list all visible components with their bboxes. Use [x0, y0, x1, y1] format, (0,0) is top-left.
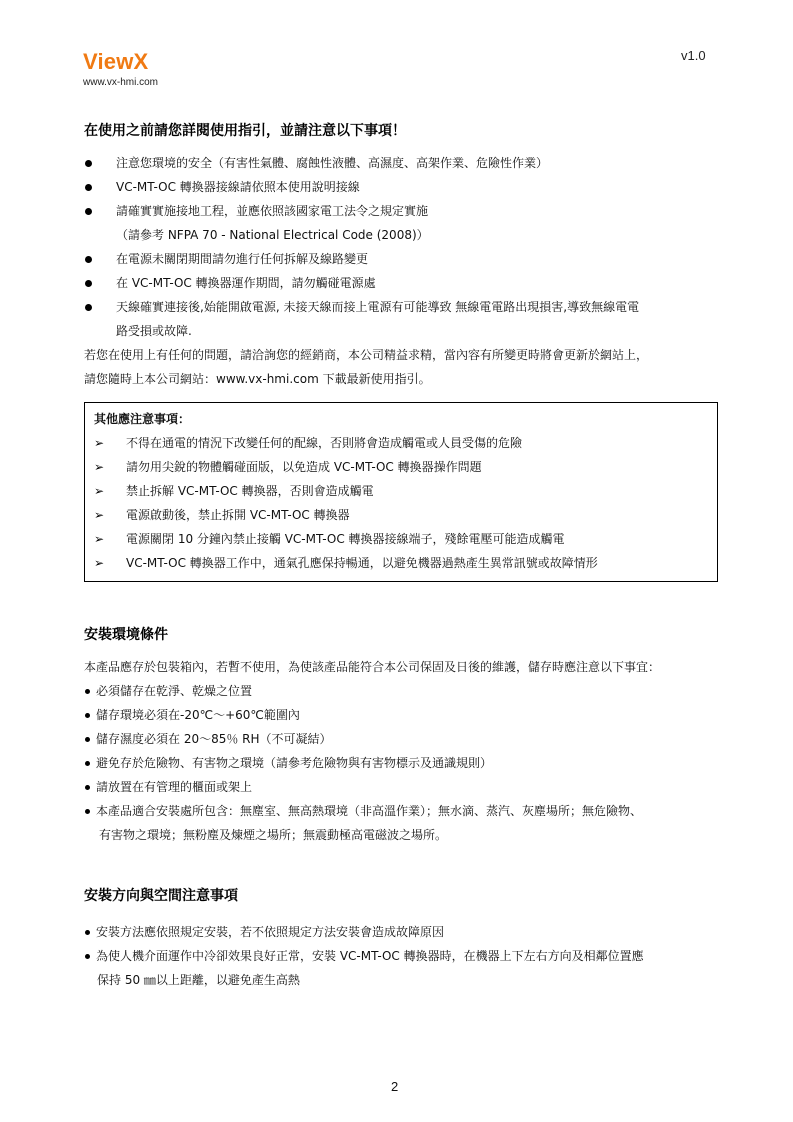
viewx-logo: ViewX	[83, 49, 149, 74]
install-env-item: 本產品適合安裝處所包含：無塵室、無高熱環境（非高溫作業）；無水滴、蒸汽、灰塵場所；無危險物、	[96, 804, 643, 818]
bullet-icon	[85, 304, 92, 311]
bullet-icon	[85, 737, 90, 742]
safety-item: 天線確實連接後,始能開啟電源, 未接天線而接上電源有可能導致 無線電電路出現損害,導致無線電電	[116, 300, 640, 314]
bullet-icon	[85, 208, 92, 215]
safety-item: 注意您環境的安全（有害性氣體、腐蝕性液體、高濕度、高架作業、危險性作業）	[116, 156, 549, 170]
arrow-bullet-icon: ➢	[94, 532, 105, 546]
install-env-item: 儲存濕度必須在 20～85％ RH（不可凝結）	[96, 732, 332, 746]
arrow-bullet-icon: ➢	[94, 436, 105, 450]
safety-item-continued: （請參考 NFPA 70 - National Electrical Code (2008)）	[116, 228, 429, 242]
other-notes-title: 其他應注意事項：	[94, 412, 191, 426]
install-env-item: 請放置在有管理的櫃面或架上	[96, 780, 253, 794]
bullet-icon	[85, 713, 90, 718]
install-env-title: 安裝環境條件	[84, 627, 168, 643]
bullet-icon	[85, 785, 90, 790]
other-note-item: 請勿用尖銳的物體觸碰面版，以免造成 VC-MT-OC 轉換器操作問題	[126, 460, 482, 474]
other-note-item: 禁止拆解 VC-MT-OC 轉換器，否則會造成觸電	[126, 484, 374, 498]
install-dir-title: 安裝方向與空間注意事項	[84, 888, 238, 904]
bullet-icon	[85, 160, 92, 167]
safety-note-line: 若您在使用上有任何的問題，請洽詢您的經銷商，本公司精益求精，當內容有所變更時將會更新於網站上，	[84, 348, 649, 362]
safety-item-continued: 路受損或故障.	[116, 324, 192, 338]
safety-title: 在使用之前請您詳閱使用指引，並請注意以下事項！	[84, 123, 406, 139]
page-number: 2	[391, 1079, 399, 1094]
other-note-item: 電源關閉 10 分鐘內禁止接觸 VC-MT-OC 轉換器接線端子，殘餘電壓可能造成觸電	[126, 532, 565, 546]
safety-item: 請確實實施接地工程，並應依照該國家電工法令之規定實施	[116, 204, 429, 218]
install-dir-item-continued: 保持 50 ㎜以上距離，以避免產生高熱	[97, 973, 300, 987]
install-dir-item: 安裝方法應依照規定安裝，若不依照規定方法安裝會造成故障原因	[96, 925, 445, 939]
website-url: www.vx-hmi.com	[83, 77, 159, 88]
install-env-item: 必須儲存在乾淨、乾燥之位置	[96, 684, 253, 698]
safety-item: 在電源未關閉期間請勿進行任何拆解及線路變更	[116, 252, 369, 266]
safety-item: VC-MT-OC 轉換器接線請依照本使用說明接線	[116, 180, 360, 194]
other-note-item: 不得在通電的情況下改變任何的配線，否則將會造成觸電或人員受傷的危險	[126, 436, 523, 450]
safety-note-line: 請您隨時上本公司網站：www.vx-hmi.com 下載最新使用指引。	[84, 372, 431, 386]
arrow-bullet-icon: ➢	[94, 556, 105, 570]
bullet-icon	[85, 184, 92, 191]
bullet-icon	[85, 256, 92, 263]
safety-item: 在 VC-MT-OC 轉換器運作期間，請勿觸碰電源處	[116, 276, 376, 290]
bullet-icon	[85, 809, 90, 814]
other-note-item: VC-MT-OC 轉換器工作中，通氣孔應保持暢通，以避免機器過熱產生異常訊號或故障情形	[126, 556, 598, 570]
arrow-bullet-icon: ➢	[94, 460, 105, 474]
bullet-icon	[85, 930, 90, 935]
install-env-intro: 本產品應存於包裝箱內，若暫不使用，為使該產品能符合本公司保固及日後的維護，儲存時應注意以下事宜：	[84, 660, 661, 674]
bullet-icon	[85, 954, 90, 959]
bullet-icon	[85, 689, 90, 694]
install-env-item: 避免存於危險物、有害物之環境（請參考危險物與有害物標示及通識規則）	[96, 756, 493, 770]
install-env-item: 儲存環境必須在-20℃～+60℃範圍內	[96, 708, 300, 722]
document-version: v1.0	[681, 48, 706, 63]
install-dir-item: 為使人機介面運作中冷卻效果良好正常，安裝 VC-MT-OC 轉換器時，在機器上下左右方向及相鄰位置應	[96, 949, 644, 963]
arrow-bullet-icon: ➢	[94, 484, 105, 498]
bullet-icon	[85, 280, 92, 287]
bullet-icon	[85, 761, 90, 766]
arrow-bullet-icon: ➢	[94, 508, 105, 522]
other-note-item: 電源啟動後，禁止拆開 VC-MT-OC 轉換器	[126, 508, 350, 522]
install-env-item-continued: 有害物之環境；無粉塵及煉煙之場所；無震動極高電磁波之場所。	[99, 828, 448, 842]
